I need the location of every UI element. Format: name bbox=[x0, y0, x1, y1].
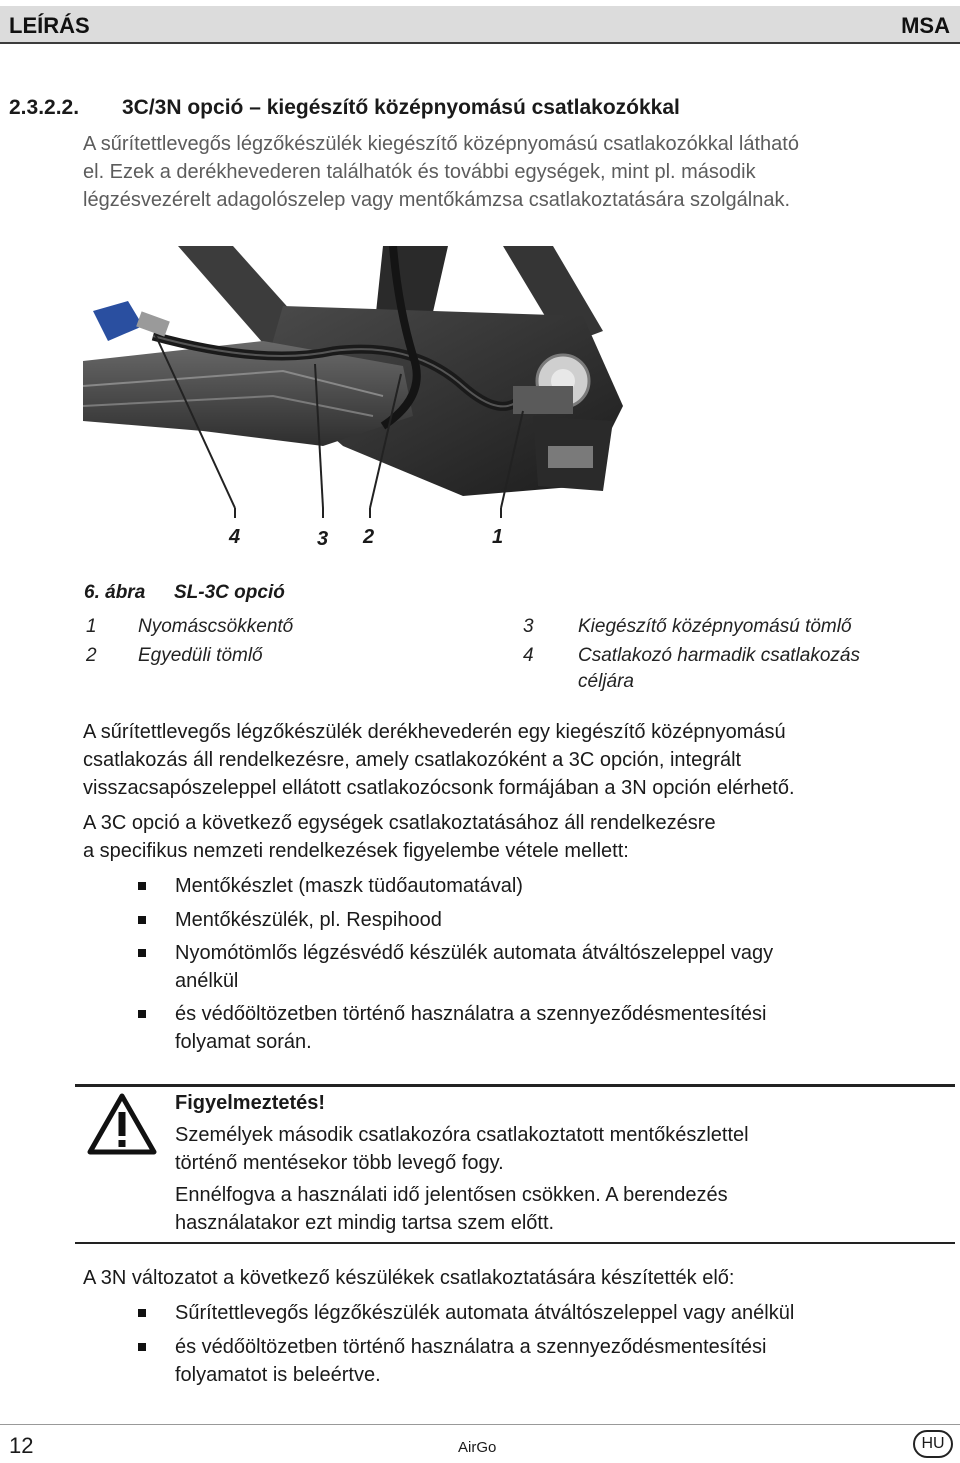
callout-3: 3 bbox=[317, 528, 329, 550]
brand-label: MSA bbox=[901, 13, 950, 38]
callout-1: 1 bbox=[492, 526, 504, 548]
legend-num: 1 bbox=[86, 616, 97, 637]
bullet-item bbox=[175, 1299, 794, 1327]
paragraph-3c-3n bbox=[83, 718, 953, 802]
paragraph-line: a specifikus nemzeti rendelkezések figyelembe vétele mellett: bbox=[83, 840, 629, 862]
paragraph-3c-intro bbox=[83, 809, 953, 865]
legend-num: 4 bbox=[523, 645, 534, 666]
paragraph-3n-intro: A 3N változatot a következő készülékek csatlakoztatására készítették elő: bbox=[83, 1267, 735, 1289]
bullet-item bbox=[175, 1000, 766, 1056]
section-label: LEÍRÁS bbox=[9, 13, 90, 38]
bullet-marker bbox=[138, 1343, 146, 1351]
warning-text bbox=[175, 1181, 935, 1237]
paragraph-line: visszacsapószeleppel ellátott csatlakozócsonk formájában a 3N opción elérhető. bbox=[83, 777, 795, 799]
footer-rule bbox=[0, 1424, 960, 1425]
warning-line: használatakor ezt mindig tartsa szem előtt. bbox=[175, 1212, 555, 1234]
language-badge: HU bbox=[913, 1430, 953, 1458]
section-title: 3C/3N opció – kiegészítő középnyomású csatlakozókkal bbox=[122, 96, 680, 119]
header-bar bbox=[0, 6, 960, 44]
bullet-line: anélkül bbox=[175, 970, 239, 992]
callout-2: 2 bbox=[363, 526, 375, 548]
intro-line: A sűrítettlevegős légzőkészülék kiegészítő középnyomású csatlakozókkal látható bbox=[83, 133, 799, 155]
figure-label: 6. ábra bbox=[84, 582, 146, 603]
warning-line: Személyek második csatlakozóra csatlakoztatott mentőkészlettel bbox=[175, 1124, 749, 1146]
legend-text-line: Csatlakozó harmadik csatlakozás bbox=[578, 645, 860, 666]
warning-line: Ennélfogva a használati idő jelentősen csökken. A berendezés bbox=[175, 1184, 728, 1206]
page-number: 12 bbox=[9, 1433, 34, 1458]
bullet-marker bbox=[138, 882, 146, 890]
paragraph-line: A sűrítettlevegős légzőkészülék derékhevederén egy kiegészítő középnyomású bbox=[83, 721, 786, 743]
legend-text: Nyomáscsökkentő bbox=[138, 616, 294, 637]
warning-triangle-icon bbox=[86, 1092, 158, 1161]
intro-line: el. Ezek a derékhevederen találhatók és további egységek, mint pl. második bbox=[83, 161, 756, 183]
intro-paragraph bbox=[83, 130, 953, 214]
legend-text: Kiegészítő középnyomású tömlő bbox=[578, 616, 852, 637]
bullet-marker bbox=[138, 949, 146, 957]
legend-text bbox=[578, 643, 860, 695]
bullet-line: Mentőkészülék, pl. Respihood bbox=[175, 909, 442, 931]
bullet-line: és védőöltözetben történő használatra a szennyeződésmentesítési bbox=[175, 1003, 767, 1025]
figure-title: SL-3C opció bbox=[174, 582, 285, 603]
paragraph-line: A 3C opció a következő egységek csatlakoztatásához áll rendelkezésre bbox=[83, 812, 716, 834]
product-name: AirGo bbox=[458, 1439, 497, 1456]
warning-text bbox=[175, 1121, 935, 1177]
intro-line: légzésvezérelt adagolószelep vagy mentőkámzsa csatlakoztatására szolgálnak. bbox=[83, 189, 791, 211]
bullet-line: Sűrítettlevegős légzőkészülék automata átváltószeleppel vagy anélkül bbox=[175, 1302, 795, 1324]
bullet-item bbox=[175, 872, 523, 900]
legend-text-line: céljára bbox=[578, 671, 634, 692]
legend-num: 3 bbox=[523, 616, 534, 637]
warning-top-rule bbox=[75, 1084, 955, 1087]
bullet-line: folyamat során. bbox=[175, 1031, 312, 1053]
bullet-line: Mentőkészlet (maszk tüdőautomatával) bbox=[175, 875, 523, 897]
bullet-marker bbox=[138, 1010, 146, 1018]
warning-bottom-rule bbox=[75, 1242, 955, 1244]
bullet-line: Nyomótömlős légzésvédő készülék automata átváltószeleppel vagy bbox=[175, 942, 774, 964]
warning-title: Figyelmeztetés! bbox=[175, 1092, 326, 1114]
paragraph-line: csatlakozás áll rendelkezésre, amely csatlakozóként a 3C opción, integrált bbox=[83, 749, 742, 771]
equipment-photo bbox=[83, 246, 629, 508]
bullet-item bbox=[175, 906, 442, 934]
bullet-item bbox=[175, 939, 773, 995]
section-number: 2.3.2.2. bbox=[9, 96, 80, 119]
callout-lines bbox=[83, 508, 629, 522]
bullet-item bbox=[175, 1333, 766, 1389]
legend-text: Egyedüli tömlő bbox=[138, 645, 263, 666]
bullet-line: folyamatot is beleértve. bbox=[175, 1364, 381, 1386]
callout-4: 4 bbox=[229, 526, 241, 548]
legend-num: 2 bbox=[86, 645, 97, 666]
bullet-marker bbox=[138, 1309, 146, 1317]
bullet-line: és védőöltözetben történő használatra a szennyeződésmentesítési bbox=[175, 1336, 767, 1358]
bullet-marker bbox=[138, 916, 146, 924]
warning-line: történő mentésekor több levegő fogy. bbox=[175, 1152, 504, 1174]
